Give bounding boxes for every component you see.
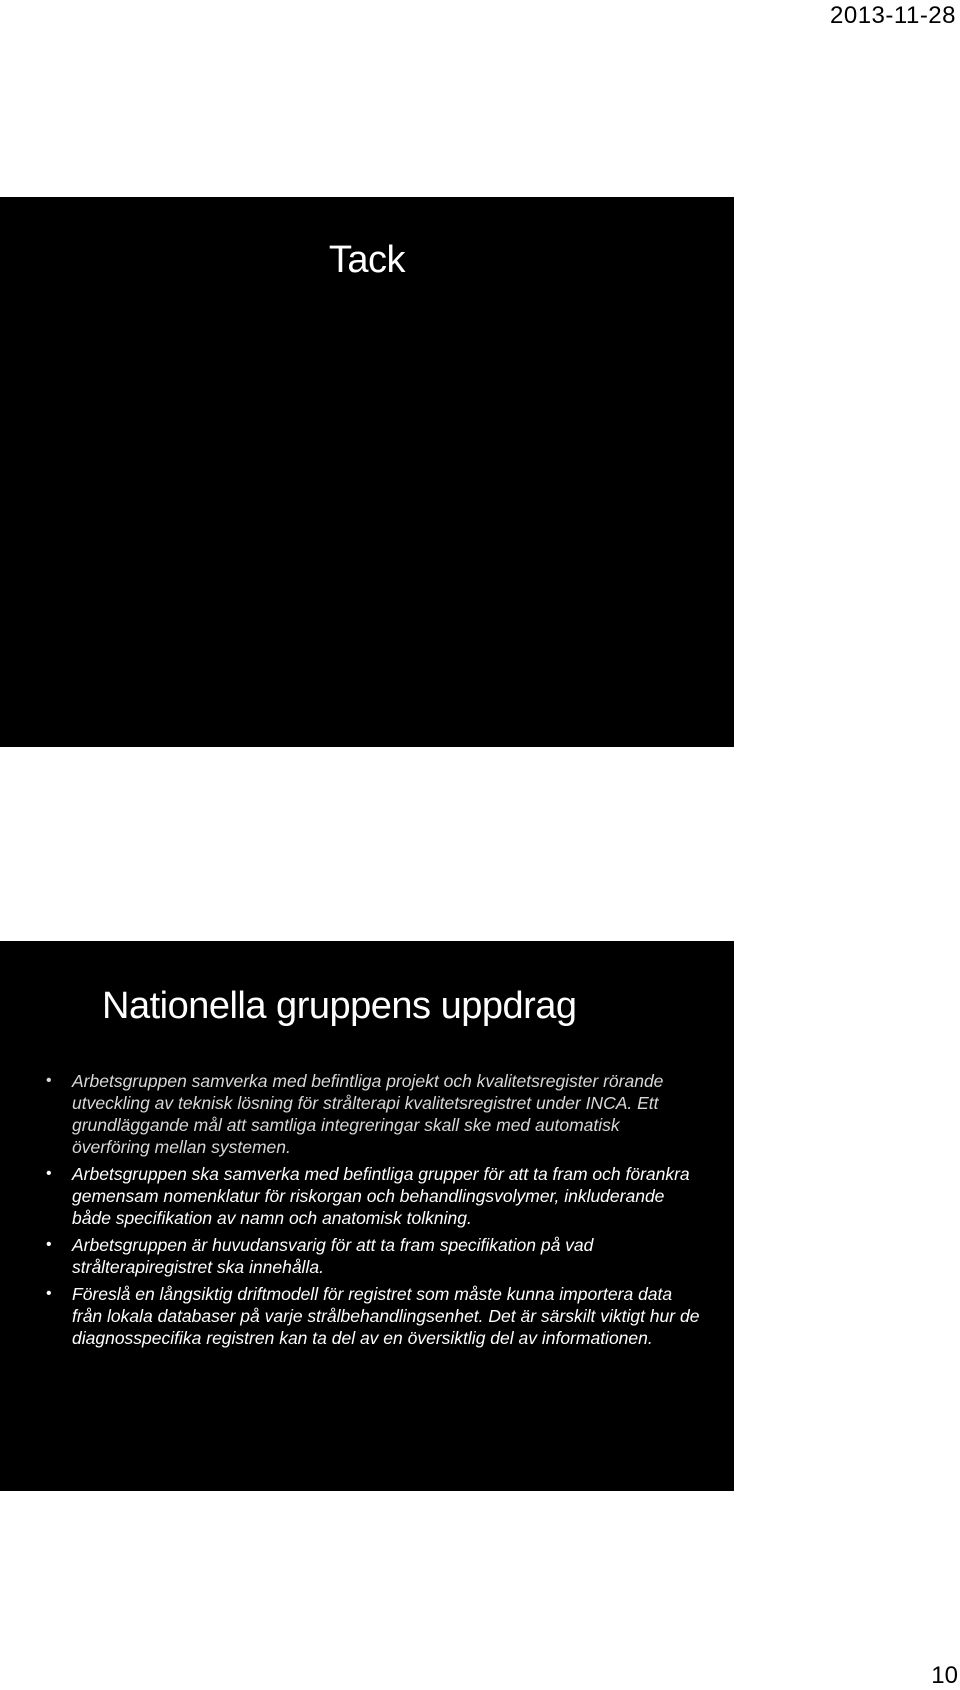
bullet-item — [40, 1234, 700, 1278]
bullet-text: Arbetsgruppen samverka med befintliga projekt och kvalitetsregister rörande utveckling av teknisk lösning för strålterapi kvalitetsregistret under INCA. Ett grundläggande mål att samtliga integreringar skall ske med automatisk överföring mellan systemen. — [72, 1071, 664, 1157]
bullet-text: Arbetsgruppen ska samverka med befintliga grupper för att ta fram och förankra gemensam nomenklatur för riskorgan och behandlingsvolymer, inkluderande både specifikation av namn och anatomisk tolkning. — [72, 1164, 690, 1228]
slide-nationella-gruppens-uppdrag — [0, 941, 734, 1491]
bullet-list — [40, 1070, 700, 1354]
slide-tack — [0, 197, 734, 747]
bullet-icon: • — [46, 1285, 52, 1302]
bullet-item — [40, 1070, 700, 1158]
bullet-text: Föreslå en långsiktig driftmodell för registret som måste kunna importera data från lokala databaser på varje strålbehandlingsenhet. Det är särskilt viktigt hur de diagnosspecifika registren kan ta del av en översiktlig del av informationen. — [72, 1284, 700, 1348]
page-number: 10 — [931, 1662, 958, 1689]
slide-title: Nationella gruppens uppdrag — [102, 985, 577, 1027]
bullet-item — [40, 1283, 700, 1349]
page-date: 2013-11-28 — [830, 2, 956, 29]
bullet-icon: • — [46, 1236, 52, 1253]
bullet-icon: • — [46, 1165, 52, 1182]
bullet-text: Arbetsgruppen är huvudansvarig för att ta fram specifikation på vad strålterapiregistret ska innehålla. — [72, 1235, 594, 1277]
bullet-item — [40, 1163, 700, 1229]
slide-title: Tack — [328, 239, 406, 281]
bullet-icon: • — [46, 1072, 52, 1089]
